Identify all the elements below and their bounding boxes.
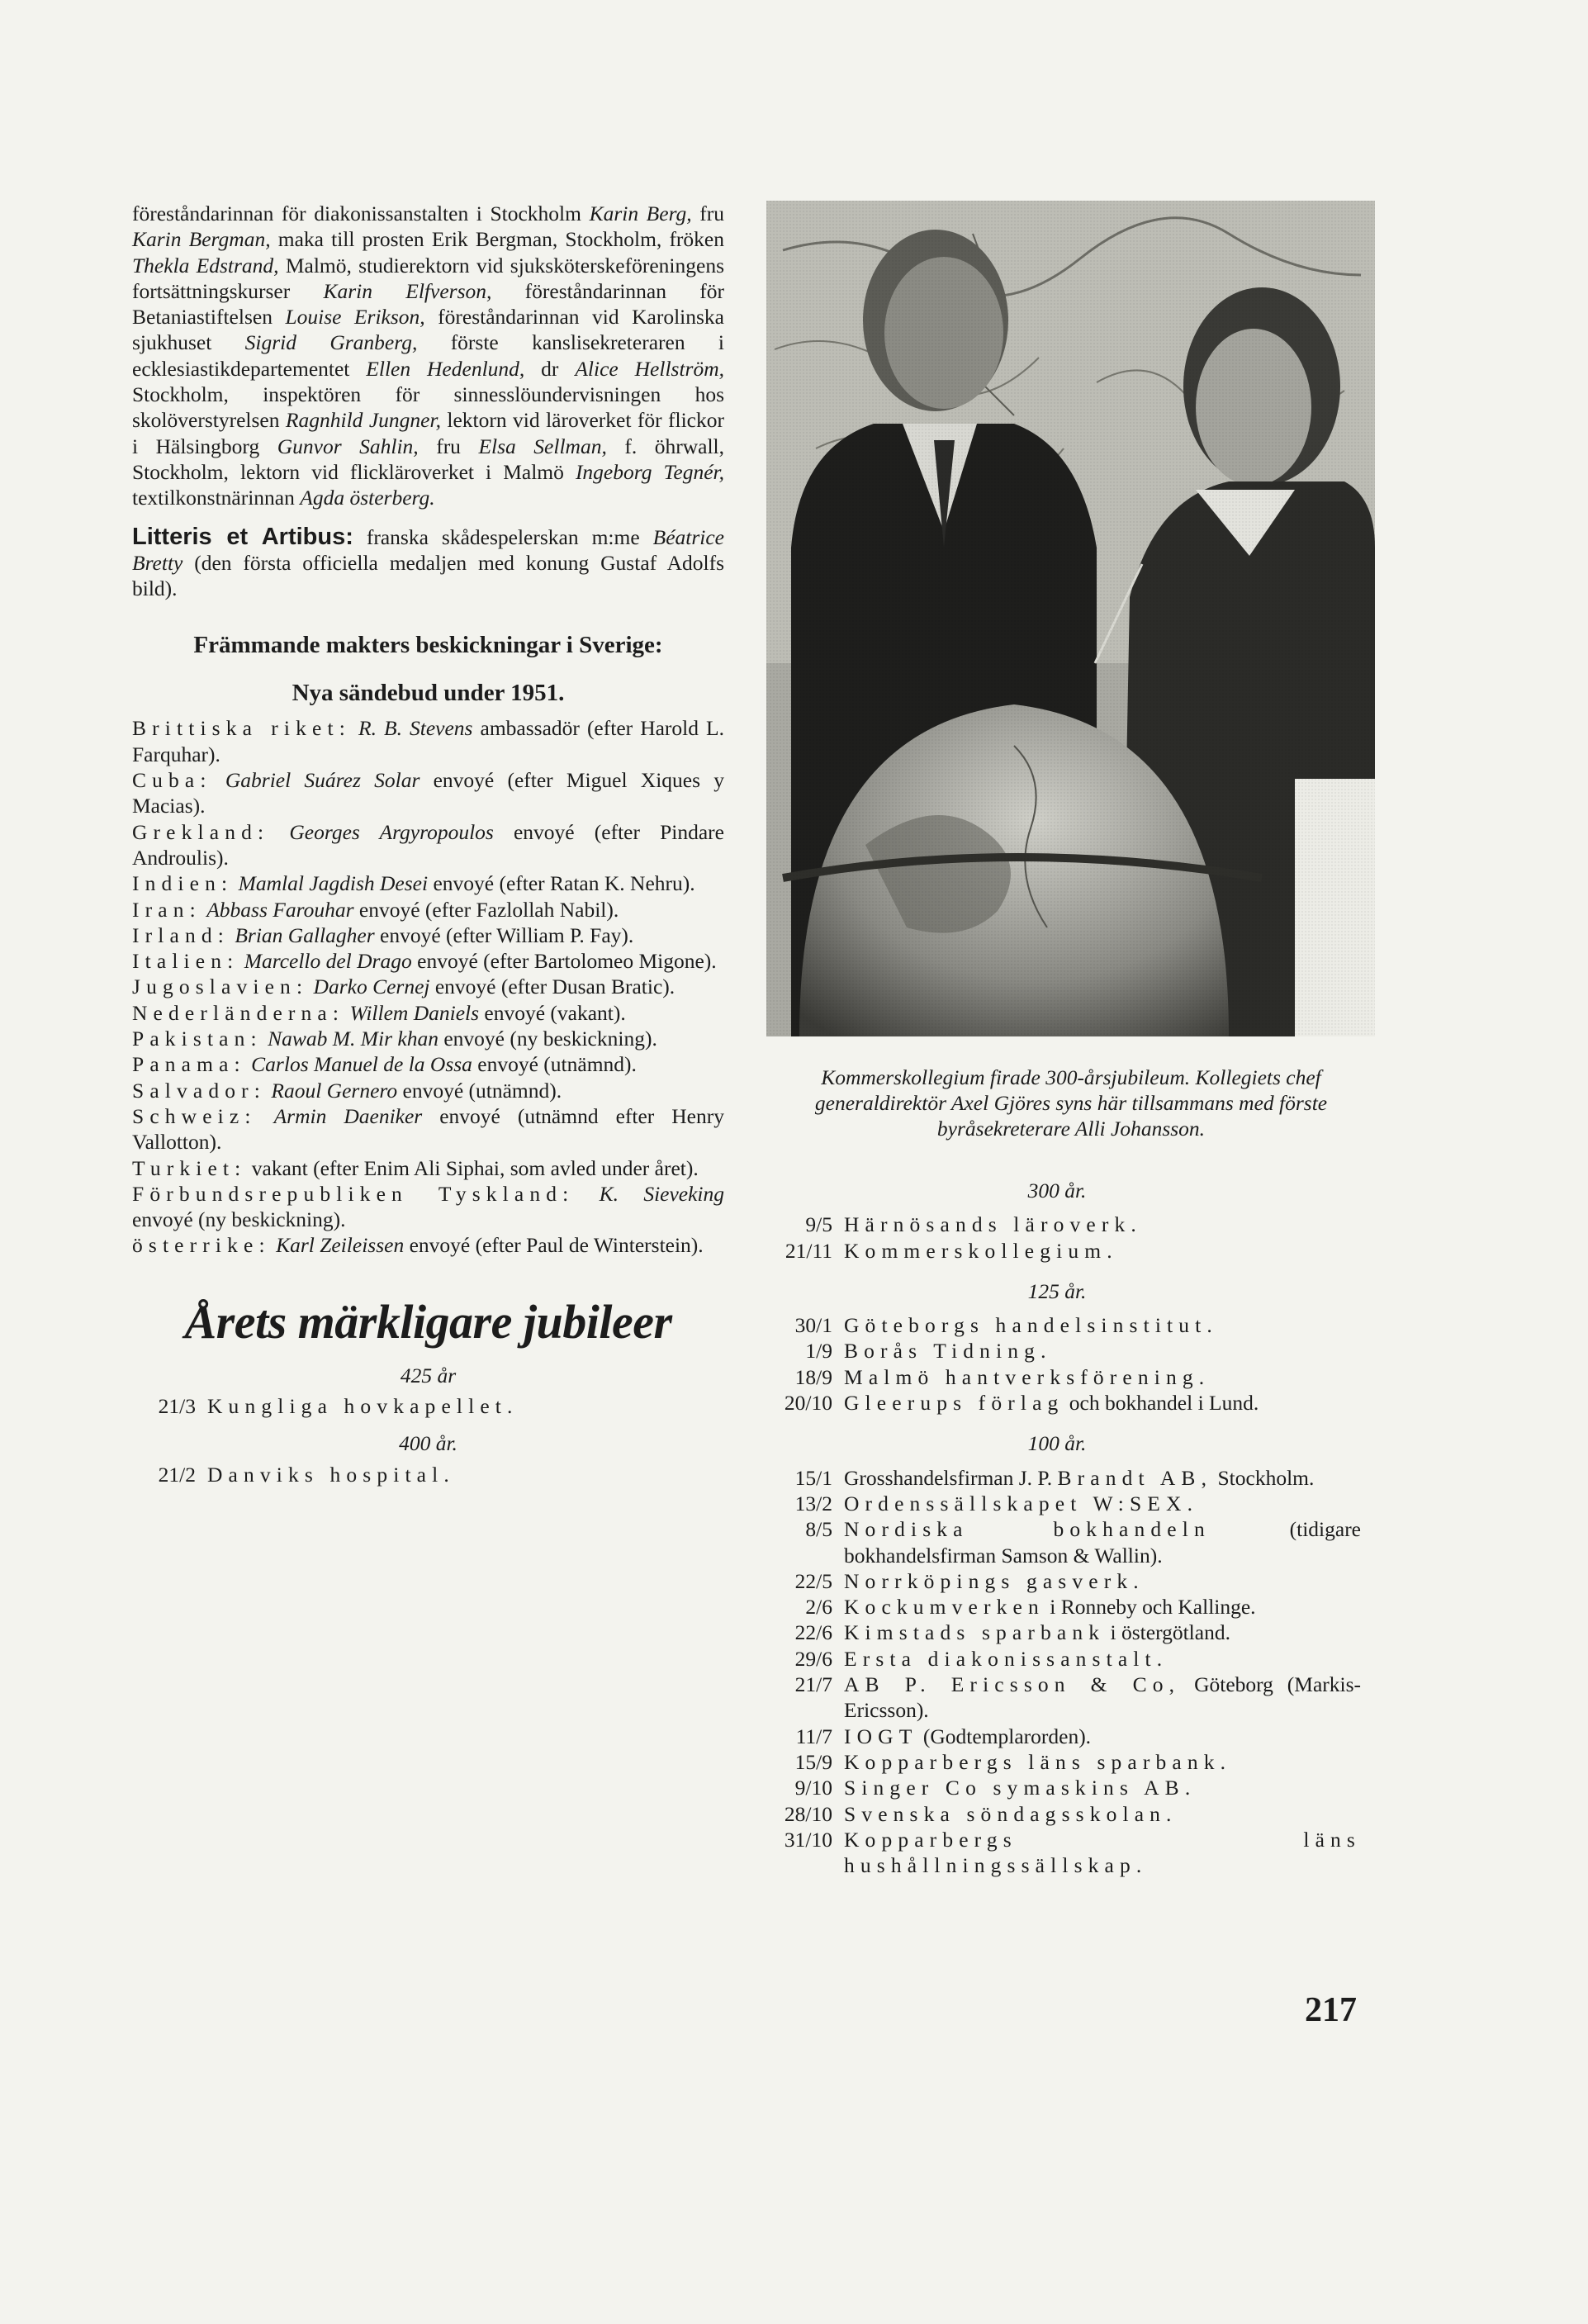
jubilee-date: 9/10	[794, 1776, 832, 1800]
jubilee-row	[753, 1594, 1361, 1620]
jubilee-name: Kommerskollegium.	[844, 1238, 1118, 1263]
envoy-country: Salvador:	[132, 1078, 266, 1103]
jubilee-text	[844, 1364, 1361, 1390]
envoy-entry	[132, 1078, 724, 1103]
envoy-details: envoyé (utnämnd).	[397, 1078, 562, 1103]
jubilee-year-heading: 300 år.	[1027, 1179, 1087, 1202]
envoy-entry	[132, 1181, 724, 1233]
photo-caption: Kommerskollegium firade 300-årsjubileum. Kollegiets chef generaldirektör Axel Gjöres syns här tillsammans med förste byråsekreterare Alli Johansson.	[814, 1065, 1328, 1141]
jubilee-date: 2/6	[805, 1595, 832, 1620]
envoy-name: Georges Argyropoulos	[289, 819, 494, 844]
envoy-country: Panama:	[132, 1052, 246, 1077]
envoy-name: Brian Gallagher	[235, 922, 375, 947]
envoy-name: K. Sieveking	[599, 1181, 725, 1206]
litteris-paragraph: Litteris et Artibus: franska skådespelerskan m:me Béatrice Bretty (den första officiella medaljen med konung Gustaf Adolfs bild).	[132, 523, 724, 601]
envoy-entry	[132, 870, 724, 896]
envoy-entry	[132, 1103, 724, 1155]
jubilee-date: 31/10	[784, 1827, 832, 1852]
person-name: Alice Hellström,	[575, 356, 725, 381]
jubilee-row	[753, 1672, 1361, 1724]
jubilee-name: Kopparbergs läns sparbank.	[844, 1749, 1232, 1774]
jubilee-name: Härnösands läroverk.	[844, 1212, 1142, 1237]
jubilee-row	[753, 1364, 1361, 1390]
photo-illustration	[766, 201, 1375, 1036]
jubilee-name: Kopparbergs läns hushållningssällskap.	[844, 1827, 1361, 1878]
envoy-name: Karl Zeileissen	[276, 1233, 405, 1258]
person-name: Elsa Sellman,	[478, 434, 607, 458]
envoy-entry	[132, 819, 724, 871]
envoy-name: Marcello del Drago	[244, 949, 412, 974]
jubilee-date: 21/2	[158, 1462, 196, 1487]
jubilee-text	[844, 1491, 1361, 1516]
jubilee-row	[753, 1801, 1361, 1827]
envoy-details: envoyé (efter Ratan K. Nehru).	[428, 871, 695, 896]
envoy-name: Gabriel Suárez Solar	[225, 768, 420, 793]
jubilee-row	[753, 1212, 1361, 1237]
jubilee-list-left	[132, 1363, 724, 1487]
jubilee-text	[844, 1775, 1361, 1800]
jubilee-name: Ersta diakonissanstalt.	[844, 1646, 1168, 1671]
jubilee-row	[753, 1465, 1361, 1491]
jubilee-name: Danviks hospital.	[207, 1462, 455, 1487]
jubilee-text	[844, 1465, 1361, 1491]
envoy-country: Förbundsrepubliken Tyskland:	[132, 1181, 575, 1206]
person-name: Karin Elfverson,	[323, 278, 492, 303]
envoy-entry	[132, 922, 724, 948]
envoy-details: envoyé (efter Dusan Bratic).	[429, 975, 675, 999]
jubilee-date: 28/10	[784, 1801, 832, 1826]
envoy-details: envoyé (efter Pindare Androulis).	[132, 819, 724, 870]
person-name: Sigrid Granberg,	[244, 330, 418, 355]
envoy-details: envoyé (ny beskickning).	[132, 1207, 346, 1232]
envoy-entry	[132, 1000, 724, 1026]
left-column	[132, 201, 724, 1487]
envoy-name: R. B. Stevens	[358, 716, 473, 741]
jubilee-row	[753, 1775, 1361, 1800]
jubilee-name: Nordiska bokhandeln	[844, 1517, 1211, 1542]
jubilee-note: (tidigare bokhandelsfirman Samson & Wallin).	[844, 1517, 1361, 1568]
envoy-country: Brittiska riket:	[132, 716, 351, 741]
jubilee-date: 11/7	[795, 1724, 832, 1748]
jubilee-row	[753, 1646, 1361, 1672]
jubilee-text	[844, 1724, 1361, 1749]
person-name: Karin Berg,	[589, 202, 692, 225]
jubilee-name: Kimstads sparbank	[844, 1620, 1106, 1645]
envoy-entry	[132, 974, 724, 999]
jubilee-note: i östergötland.	[1105, 1620, 1230, 1645]
jubilee-name: Göteborgs handelsinstitut.	[844, 1313, 1218, 1338]
jubilee-name: IOGT	[844, 1724, 918, 1748]
envoy-details: envoyé (efter Fazlollah Nabil).	[353, 897, 619, 922]
jubilee-row	[753, 1724, 1361, 1749]
envoy-country: Jugoslavien:	[132, 975, 309, 999]
jubilee-name: Kockumverken	[844, 1595, 1045, 1620]
jubilee-row	[753, 1749, 1361, 1775]
photograph	[766, 201, 1375, 1036]
envoy-name: Armin Daeniker	[273, 1103, 423, 1128]
litteris-lead: Litteris et Artibus:	[132, 523, 353, 550]
page-number: 217	[1305, 1991, 1357, 2029]
jubilee-name: Malmö hantverksförening.	[844, 1364, 1211, 1389]
envoy-details: ambassadör (efter Harold L. Farquhar).	[132, 716, 724, 766]
jubilee-text	[844, 1646, 1361, 1672]
jubilee-text	[844, 1390, 1361, 1416]
jubilee-text	[844, 1672, 1361, 1724]
jubilee-year-heading: 100 år.	[1027, 1431, 1087, 1456]
jubilee-list-right	[753, 1178, 1361, 1878]
envoy-details: envoyé (efter Paul de Winterstein).	[404, 1233, 704, 1258]
jubilee-row	[753, 1238, 1361, 1264]
envoy-name: Abbass Farouhar	[206, 897, 354, 922]
jubilee-date: 15/9	[794, 1749, 832, 1774]
jubilee-date: 20/10	[784, 1391, 832, 1416]
jubilee-row	[753, 1827, 1361, 1879]
envoy-name: Mamlal Jagdish Desei	[238, 871, 429, 896]
jubilee-name: Gleerups förlag	[844, 1391, 1064, 1416]
envoy-country: Italien:	[132, 949, 239, 974]
envoy-country: Iran:	[132, 897, 201, 922]
jubilee-name: Ordenssällskapet W:SEX.	[844, 1491, 1199, 1515]
jubilee-text	[844, 1801, 1361, 1827]
jubilee-date: 15/1	[794, 1465, 832, 1490]
jubilee-text	[844, 1516, 1361, 1568]
person-name: Béatrice Bretty	[132, 524, 724, 575]
envoy-entry	[132, 767, 724, 819]
envoy-details: envoyé (efter William P. Fay).	[374, 922, 634, 947]
jubilee-row	[753, 1516, 1361, 1568]
jubilee-name: AB P. Ericsson & Co,	[844, 1672, 1181, 1697]
subsection-heading: Nya sändebud under 1951.	[292, 680, 565, 707]
jubilee-text	[844, 1338, 1361, 1364]
jubilee-text	[844, 1568, 1361, 1594]
person-name: Gunvor Sahlin,	[277, 434, 419, 458]
envoy-country: Turkiet:	[132, 1155, 247, 1180]
person-name: Ingeborg Tegnér,	[575, 459, 724, 484]
envoy-country: Grekland:	[132, 819, 270, 844]
section-heading: Främmande makters beskickningar i Sverige:	[193, 632, 663, 659]
envoy-country: Schweiz:	[132, 1103, 257, 1128]
envoy-country: Irland:	[132, 922, 230, 947]
envoy-details: envoyé (utnämnd efter Henry Vallotton).	[132, 1103, 724, 1155]
jubilee-prefix: Grosshandelsfirman J. P.	[844, 1465, 1058, 1490]
jubilee-year-heading: 125 år.	[1027, 1278, 1087, 1303]
jubilee-note: Göteborg (Markis-Ericsson).	[844, 1672, 1362, 1723]
person-name: Ellen Hedenlund,	[366, 356, 525, 381]
jubilee-text	[844, 1312, 1361, 1338]
person-name: Karin Bergman,	[132, 227, 271, 252]
jubilee-name: Norrköpings gasverk.	[844, 1568, 1145, 1593]
jubilee-text	[844, 1238, 1361, 1264]
honours-paragraph: föreståndarinnan för diakonissanstalten i Stockholm Karin Berg, fru Karin Bergman, maka till prosten Erik Bergman, Stockholm, fröken Thekla Edstrand, Malmö, studierektorn vid sjuksköterskeföreningens fortsättningskurser Karin Elfverson, föreståndarinnan för Betaniastiftelsen Louise Erikson, föreståndarinnan vid Karolinska sjukhuset Sigrid Granberg, förste kanslisekreteraren i ecklesiastikdepartementet Ellen Hedenlund, dr Alice Hellström, Stockholm, inspektören för sinnesslöundervisningen hos skolöverstyrelsen Ragnhild Jungner, lektorn vid läroverket för flickor i Hälsingborg Gunvor Sahlin, fru Elsa Sellman, f. öhrwall, Stockholm, lektorn vid flickläroverket i Malmö Ingeborg Tegnér, textilkonstnärinnan Agda österberg.	[132, 202, 725, 510]
jubilee-note: Stockholm.	[1212, 1465, 1315, 1490]
jubilee-name: Borås Tidning.	[844, 1339, 1052, 1364]
person-name: Ragnhild Jungner,	[285, 408, 441, 433]
envoy-entry	[132, 715, 724, 767]
envoy-details: vakant (efter Enim Ali Siphai, som avled under året).	[251, 1155, 699, 1180]
person-name: Thekla Edstrand,	[132, 253, 279, 277]
envoy-country: österrike:	[132, 1233, 271, 1258]
jubilee-date: 22/5	[794, 1568, 832, 1593]
jubilee-row	[753, 1568, 1361, 1594]
jubilee-note: och bokhandel i Lund.	[1064, 1391, 1259, 1416]
jubilee-year-heading: 400 år.	[399, 1431, 457, 1456]
jubilee-name: Kungliga hovkapellet.	[207, 1393, 519, 1418]
envoy-name: Raoul Gernero	[271, 1078, 398, 1103]
right-column	[753, 1163, 1361, 1878]
jubilee-date: 21/7	[794, 1672, 832, 1697]
jubilee-title: Årets märkligare jubileer	[184, 1294, 672, 1349]
envoy-name: Nawab M. Mir khan	[268, 1027, 438, 1051]
jubilee-text	[844, 1749, 1361, 1775]
envoy-entry	[132, 1051, 724, 1077]
jubilee-name: Singer Co symaskins AB.	[844, 1776, 1197, 1800]
envoy-details: envoyé (efter Miguel Xiques y Macias).	[132, 768, 724, 818]
jubilee-name: Brandt AB,	[1057, 1465, 1213, 1490]
jubilee-year-heading: 425 år	[400, 1363, 457, 1387]
jubilee-row	[753, 1338, 1361, 1364]
jubilee-date: 1/9	[805, 1339, 832, 1364]
jubilee-date: 29/6	[794, 1646, 832, 1671]
jubilee-row	[132, 1393, 724, 1419]
envoy-country: Cuba:	[132, 768, 212, 793]
jubilee-note: (Godtemplarorden).	[917, 1724, 1092, 1748]
envoy-entry	[132, 1232, 724, 1258]
jubilee-date: 22/6	[794, 1620, 832, 1645]
jubilee-date: 21/3	[158, 1393, 196, 1418]
jubilee-date: 13/2	[794, 1491, 832, 1515]
envoy-details: envoyé (utnämnd).	[472, 1052, 637, 1077]
jubilee-date: 8/5	[805, 1517, 832, 1542]
envoy-name: Carlos Manuel de la Ossa	[251, 1052, 472, 1077]
envoy-country: Nederländerna:	[132, 1000, 345, 1025]
jubilee-row	[753, 1491, 1361, 1516]
jubilee-name: Svenska söndagsskolan.	[844, 1801, 1178, 1826]
envoy-entry	[132, 1155, 724, 1181]
envoy-list	[132, 715, 724, 1258]
envoy-name: Darko Cernej	[313, 975, 430, 999]
jubilee-text	[844, 1827, 1361, 1879]
envoy-country: Indien:	[132, 871, 234, 896]
person-name: Agda österberg.	[300, 486, 435, 510]
envoy-entry	[132, 1026, 724, 1051]
envoy-entry	[132, 948, 724, 974]
jubilee-text	[844, 1212, 1361, 1237]
envoy-country: Pakistan:	[132, 1027, 263, 1051]
envoy-entry	[132, 897, 724, 922]
jubilee-note: i Ronneby och Kallinge.	[1044, 1595, 1256, 1620]
jubilee-date: 18/9	[794, 1364, 832, 1389]
jubilee-date: 9/5	[805, 1212, 832, 1237]
jubilee-row	[753, 1390, 1361, 1416]
envoy-name: Willem Daniels	[349, 1000, 480, 1025]
jubilee-row	[753, 1312, 1361, 1338]
jubilee-date: 30/1	[794, 1313, 832, 1338]
person-name: Louise Erikson,	[285, 305, 425, 330]
envoy-details: envoyé (ny beskickning).	[438, 1027, 657, 1051]
envoy-details: envoyé (vakant).	[479, 1000, 626, 1025]
jubilee-text	[844, 1594, 1361, 1620]
envoy-details: envoyé (efter Bartolomeo Migone).	[411, 949, 717, 974]
jubilee-text	[844, 1620, 1361, 1645]
jubilee-row	[132, 1462, 724, 1487]
jubilee-date: 21/11	[785, 1238, 832, 1263]
jubilee-row	[753, 1620, 1361, 1645]
